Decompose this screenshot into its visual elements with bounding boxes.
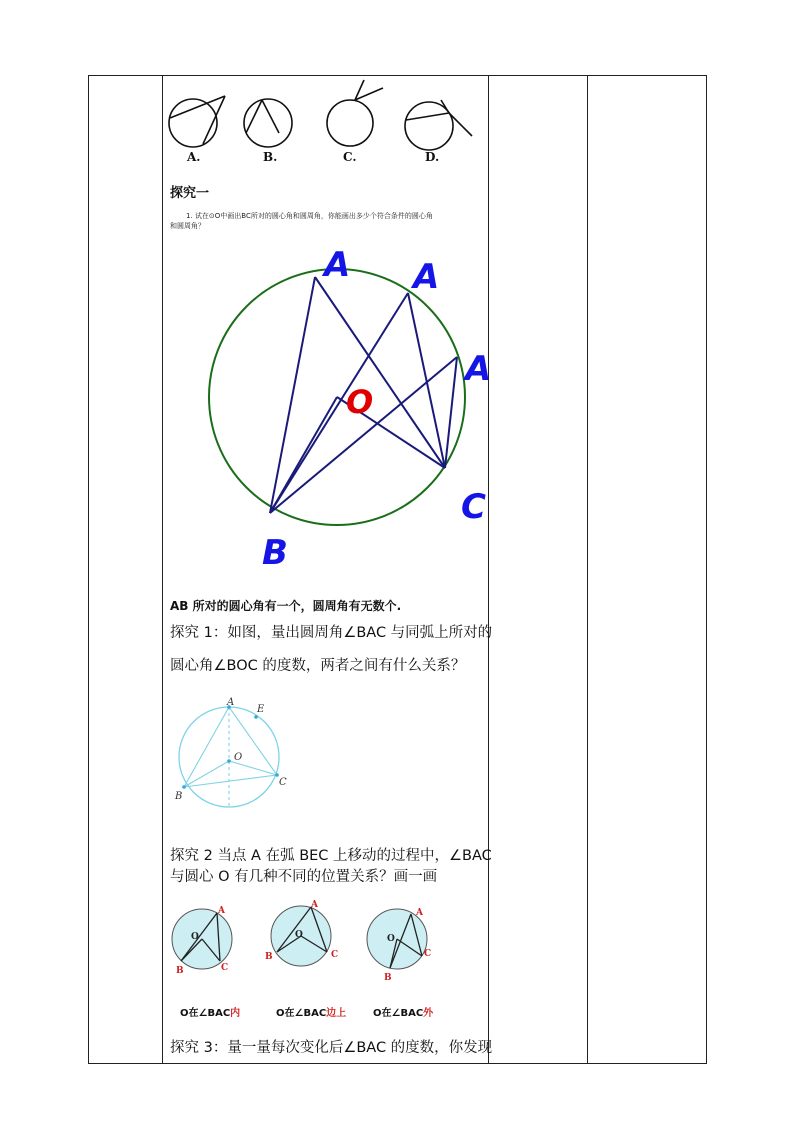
center-label-o: O: [346, 383, 374, 421]
diagram3-label-b: B: [384, 973, 392, 983]
table-border-right: [706, 75, 707, 1063]
diagram2-label-a: A: [311, 900, 318, 910]
explore1-line-1: 探究 1：如图，量出圆周角∠BAC 与同弧上所对的: [170, 625, 493, 641]
options-diagram: [165, 78, 485, 168]
figure2-label-b: B: [175, 791, 183, 802]
caption-inside: [180, 1004, 240, 1019]
diagram3-label-a: A: [416, 908, 423, 918]
diagram1-label-a: A: [218, 906, 225, 916]
diagram2-label-c: C: [331, 950, 339, 960]
question-line-2: 和圆周角？: [170, 222, 205, 230]
option-b-label: B.: [263, 150, 278, 164]
caption-on-side-suffix: 边上: [326, 1008, 347, 1019]
question-line-1: 1. 试在⊙O中画出BC所对的圆心角和圆周角，你能画出多少个符合条件的圆心角: [186, 212, 433, 220]
diagram1-label-b: B: [176, 966, 184, 976]
circle-figure-measure: [170, 695, 305, 815]
table-border-bottom: [88, 1063, 707, 1064]
point-label-a3: A: [465, 349, 492, 389]
explore1-line-2: 圆心角∠BOC 的度数，两者之间有什么关系？: [170, 658, 466, 674]
diagram1-label-c: C: [221, 963, 229, 973]
section-heading: 探究一: [170, 186, 210, 201]
table-border-col3: [587, 75, 588, 1063]
figure2-label-e: E: [257, 704, 265, 715]
conclusion-text: AB 所对的圆心角有一个，圆周角有无数个.: [170, 599, 402, 613]
point-label-a1: A: [324, 245, 351, 285]
figure2-label-o: O: [234, 752, 243, 763]
explore3-line-1: 探究 3：量一量每次变化后∠BAC 的度数，你发现: [170, 1040, 493, 1056]
option-a-label: A.: [187, 150, 201, 164]
caption-on-side-prefix: O在∠BAC: [276, 1008, 327, 1019]
option-d-label: D.: [425, 150, 440, 164]
point-label-a2: A: [413, 257, 440, 297]
figure2-label-c: C: [279, 777, 287, 788]
diagram3-label-c: C: [424, 949, 432, 959]
option-c-label: C.: [343, 150, 357, 164]
caption-outside: [373, 1004, 433, 1019]
point-label-b: B: [262, 533, 288, 573]
caption-outside-prefix: O在∠BAC: [373, 1008, 424, 1019]
explore2-line-2: 与圆心 O 有几种不同的位置关系？画一画: [170, 869, 438, 885]
diagram3-label-o: O: [387, 934, 395, 944]
circle-figure-main: [160, 240, 500, 580]
position-diagrams: [165, 898, 485, 988]
table-border-top: [88, 75, 707, 76]
table-border-left: [88, 75, 89, 1063]
diagram1-label-o: O: [191, 932, 199, 942]
diagram2-label-b: B: [265, 952, 273, 962]
point-label-c: C: [461, 487, 486, 527]
caption-outside-suffix: 外: [423, 1008, 434, 1019]
explore2-line-1: 探究 2 当点 A 在弧 BEC 上移动的过程中，∠BAC: [170, 848, 492, 864]
caption-inside-suffix: 内: [230, 1008, 241, 1019]
figure2-label-a: A: [227, 697, 235, 708]
caption-inside-prefix: O在∠BAC: [180, 1008, 231, 1019]
caption-on-side: [276, 1004, 346, 1019]
diagram2-label-o: O: [295, 930, 303, 940]
